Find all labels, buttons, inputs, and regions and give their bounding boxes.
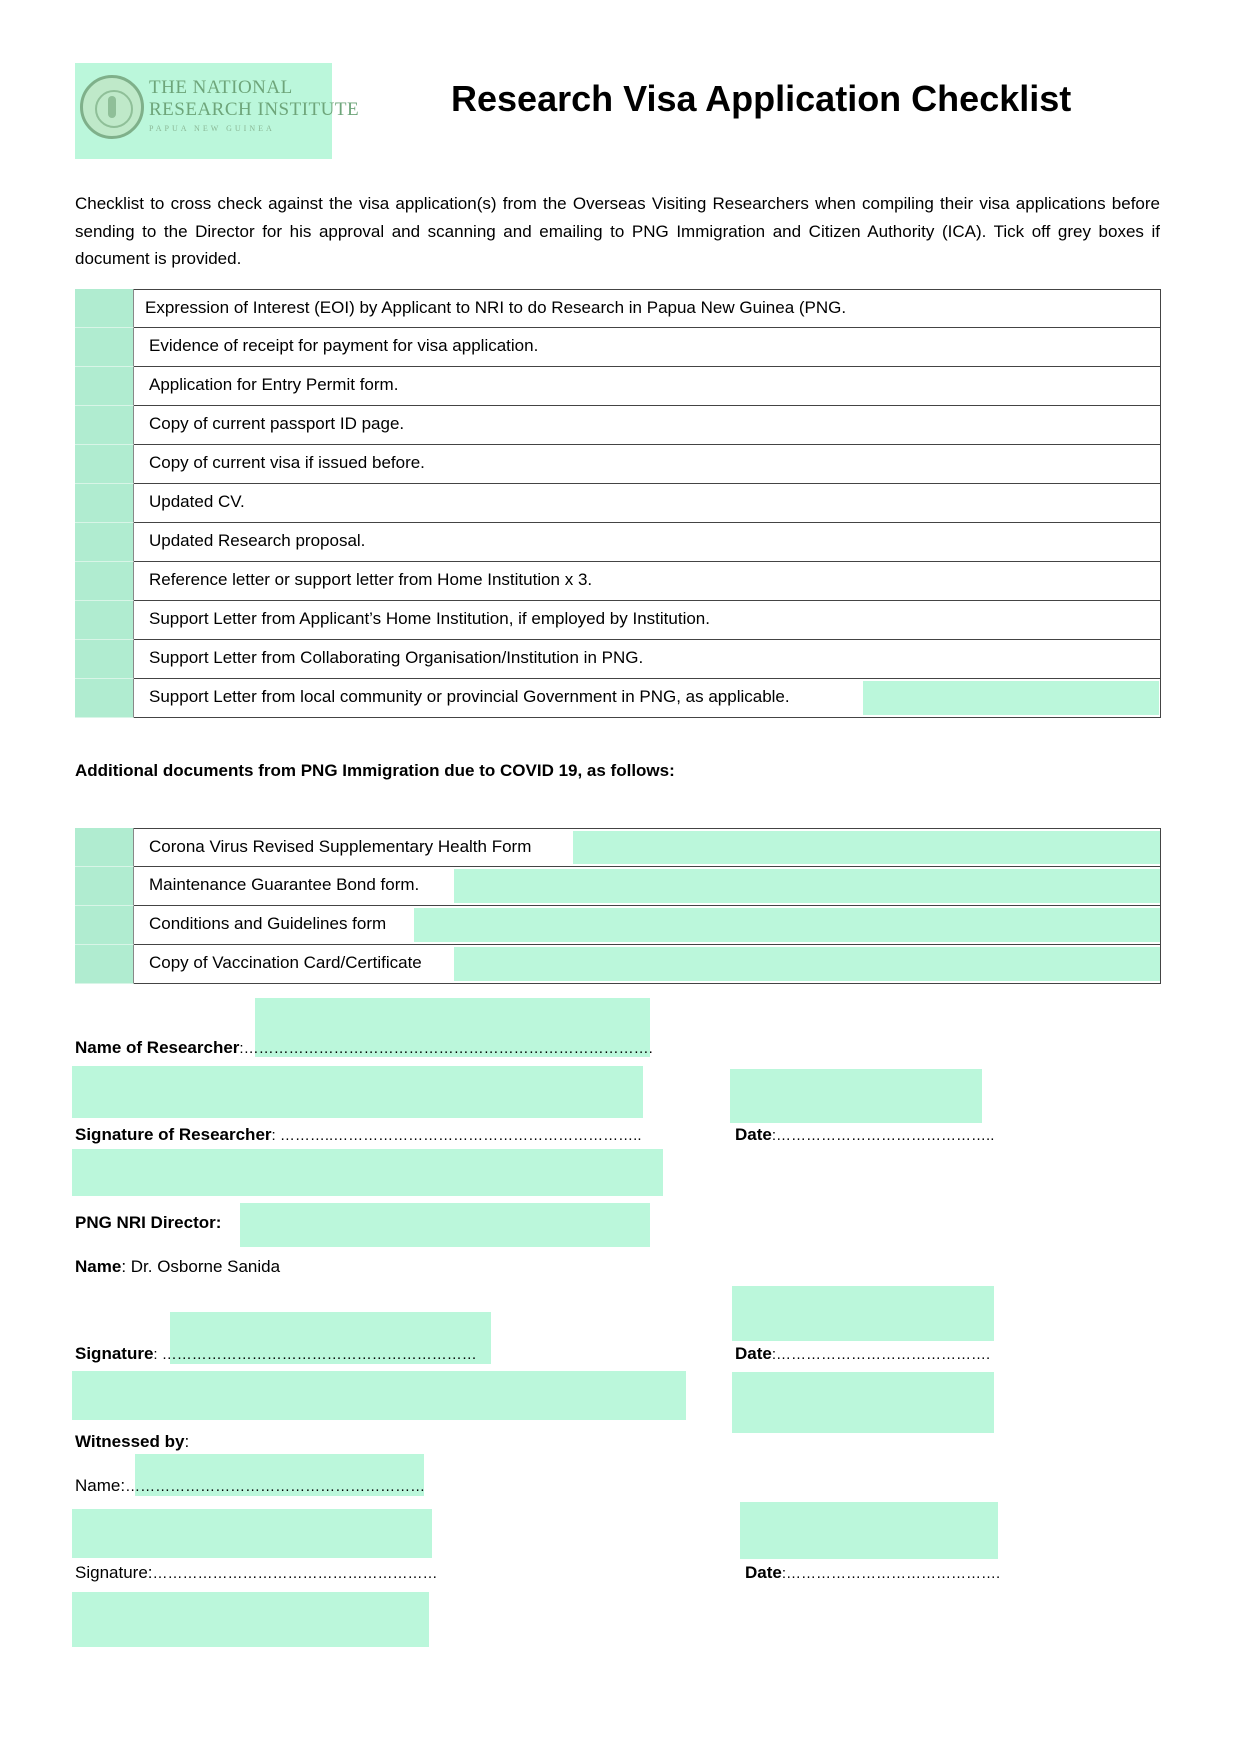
checklist-row: [75, 640, 1161, 679]
witness-name-dots: ……………………………………………………: [125, 1478, 426, 1495]
researcher-signature-line: [75, 1125, 642, 1145]
nri-seal-icon: [80, 75, 144, 139]
signature-spacer-field[interactable]: [72, 1149, 663, 1196]
signature-dots: : ………………………………………………………: [153, 1346, 477, 1363]
checkbox[interactable]: [75, 945, 134, 984]
checklist-item-label: Reference letter or support letter from Home Institution x 3.: [149, 570, 593, 589]
witness-name-line: [75, 1476, 425, 1496]
checklist-row: [75, 945, 1161, 984]
researcher-signature-field[interactable]: [72, 1066, 643, 1118]
logo-line-1: THE NATIONAL: [149, 77, 293, 98]
date-label: Date: [735, 1125, 772, 1144]
director-signature-line: [75, 1344, 477, 1364]
director-name-line: [75, 1257, 280, 1277]
checklist-row: [75, 867, 1161, 906]
researcher-date-line: [735, 1125, 994, 1145]
checklist-row: [75, 289, 1161, 328]
checklist-table: [75, 289, 1161, 718]
highlight-field[interactable]: [454, 947, 1160, 981]
director-date-field[interactable]: [732, 1286, 994, 1341]
checklist-item-label: Maintenance Guarantee Bond form.: [149, 875, 420, 894]
witness-signature-dots: …………………………………………………: [152, 1565, 438, 1582]
date-label: Date: [735, 1344, 772, 1363]
date-label: Date: [745, 1563, 782, 1582]
researcher-name-line: [75, 1038, 653, 1058]
witness-signature-label: Signature:: [75, 1563, 153, 1582]
intro-paragraph: Checklist to cross check against the visa application(s) from the Overseas Visiting Researchers when compiling their visa applications before sending to the Director for his approval and scanning and emailing to PNG Immigration and Citizen Authority (ICA). Tick off grey boxes if document is provided.: [75, 194, 1160, 268]
checklist-item-label: Support Letter from local community or provincial Government in PNG, as applicable.: [149, 687, 790, 706]
witness-colon: :: [184, 1432, 190, 1451]
checklist-row: [75, 523, 1161, 562]
checklist-row: [75, 406, 1161, 445]
researcher-signature-dots: : ………..……………………………………………………..: [271, 1127, 642, 1144]
checkbox[interactable]: [75, 679, 134, 718]
checkbox[interactable]: [75, 367, 134, 406]
date-dots: :…………………………………….: [771, 1346, 991, 1363]
checkbox[interactable]: [75, 328, 134, 367]
checklist-item-label: Updated CV.: [149, 492, 245, 511]
checkbox[interactable]: [75, 445, 134, 484]
date-dots: :…………………………………….: [781, 1565, 1001, 1582]
checkbox[interactable]: [75, 601, 134, 640]
highlight-field[interactable]: [863, 681, 1159, 715]
checklist-row: [75, 906, 1161, 945]
checkbox[interactable]: [75, 906, 134, 945]
covid-checklist-table: [75, 828, 1161, 984]
logo-line-2: RESEARCH INSTITUTE: [149, 99, 360, 120]
witness-label: Witnessed by: [75, 1432, 185, 1451]
signature-label: Signature: [75, 1344, 154, 1363]
checklist-item-label: Conditions and Guidelines form: [149, 914, 387, 933]
checkbox[interactable]: [75, 484, 134, 523]
checklist-item-label: Support Letter from Applicant’s Home Institution, if employed by Institution.: [149, 609, 710, 628]
checklist-item-label: Updated Research proposal.: [149, 531, 366, 550]
witness-signature-line: [75, 1563, 438, 1583]
director-heading: [75, 1213, 221, 1233]
checklist-item-label: Application for Entry Permit form.: [149, 375, 399, 394]
checkbox[interactable]: [75, 406, 134, 445]
checklist-item-label: Copy of current visa if issued before.: [149, 453, 425, 472]
checklist-item-label: Corona Virus Revised Supplementary Health Form: [149, 837, 532, 856]
researcher-name-label: Name of Researcher: [75, 1038, 240, 1057]
highlight-field[interactable]: [414, 908, 1160, 942]
checkbox[interactable]: [75, 640, 134, 679]
checklist-row: [75, 828, 1161, 867]
director-spacer-field[interactable]: [72, 1371, 686, 1420]
checklist-row: [75, 328, 1161, 367]
researcher-signature-label: Signature of Researcher: [75, 1125, 272, 1144]
covid-section-heading: Additional documents from PNG Immigration due to COVID 19, as follows:: [75, 761, 675, 780]
checklist-row: [75, 679, 1161, 718]
director-date-spacer-field[interactable]: [732, 1372, 994, 1433]
checkbox[interactable]: [75, 562, 134, 601]
director-field[interactable]: [240, 1203, 650, 1247]
checkbox[interactable]: [75, 523, 134, 562]
checklist-item-label: Copy of Vaccination Card/Certificate: [149, 953, 422, 972]
checklist-item-label: Evidence of receipt for payment for visa application.: [149, 336, 539, 355]
highlight-field[interactable]: [454, 869, 1160, 903]
witness-spacer-field[interactable]: [72, 1509, 432, 1558]
researcher-name-dots: :……………………………………………………………………….: [239, 1040, 653, 1057]
checklist-item-label: Expression of Interest (EOI) by Applicant to NRI to do Research in Papua New Guinea (PNG.: [145, 298, 847, 317]
director-name-value: : Dr. Osborne Sanida: [121, 1257, 281, 1276]
page-title: Research Visa Application Checklist: [451, 78, 1072, 119]
checklist-row: [75, 562, 1161, 601]
witness-date-field[interactable]: [740, 1502, 998, 1559]
witness-date-line: [745, 1563, 1000, 1583]
director-label: PNG NRI Director:: [75, 1213, 222, 1232]
nri-logo: [75, 63, 360, 159]
date-dots: :……………………………………..: [771, 1127, 995, 1144]
checkbox[interactable]: [75, 289, 134, 328]
checklist-row: [75, 445, 1161, 484]
witness-name-label: Name:: [75, 1476, 126, 1495]
checklist-item-label: Copy of current passport ID page.: [149, 414, 405, 433]
witness-bottom-field[interactable]: [72, 1592, 429, 1647]
checklist-item-label: Support Letter from Collaborating Organisation/Institution in PNG.: [149, 648, 644, 667]
checklist-row: [75, 601, 1161, 640]
highlight-field[interactable]: [573, 831, 1160, 864]
researcher-date-field[interactable]: [730, 1069, 982, 1123]
director-date-line: [735, 1344, 990, 1364]
checkbox[interactable]: [75, 867, 134, 906]
checkbox[interactable]: [75, 828, 134, 867]
checklist-row: [75, 484, 1161, 523]
checklist-row: [75, 367, 1161, 406]
director-name-label: Name: [75, 1257, 122, 1276]
logo-line-3: PAPUA NEW GUINEA: [149, 124, 275, 133]
witness-heading: [75, 1432, 189, 1452]
